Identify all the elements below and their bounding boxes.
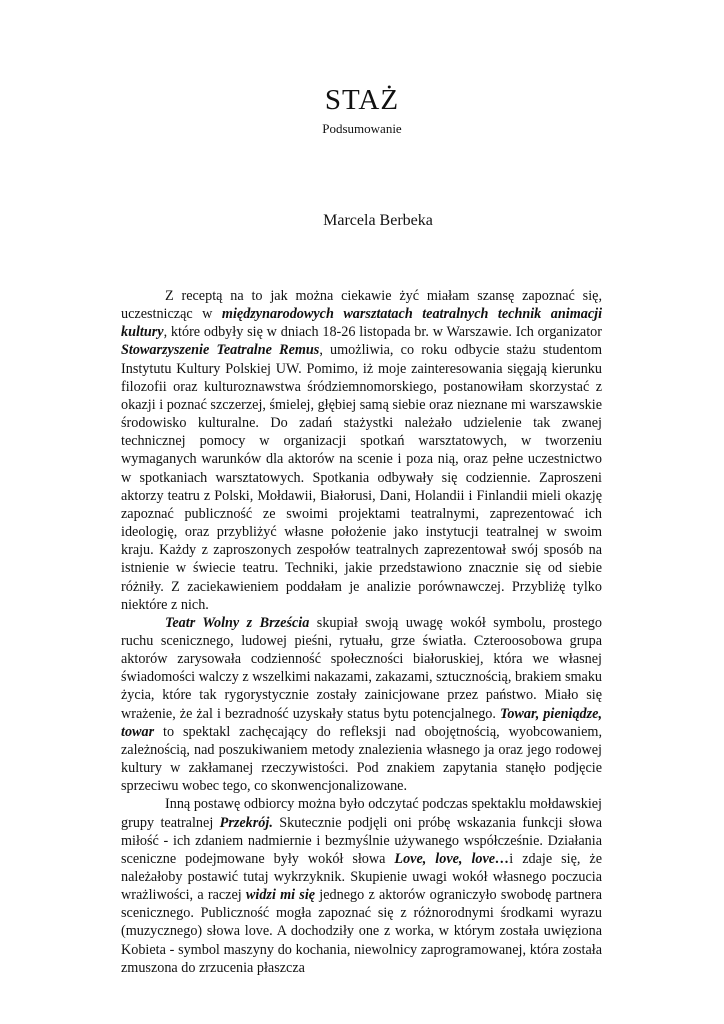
text-run: i zdaje się, że należałoby postawić tutaj wykrzyknik. Skupienie uwagi wokół własnego poczucia wrażliwości, a raczej [121,850,602,904]
text-run: , które odbyły się w dniach 18-26 listopada br. w Warszawie. Ich organizator [163,324,602,341]
emphasis-towar: Towar, pieniądze, towar [121,705,603,740]
emphasis-teatr-wolny: Teatr Wolny z Brześcia [165,614,310,631]
emphasis-widzi-mi-sie: widzi mi się [245,887,316,904]
document-body [121,287,602,977]
emphasis-love: Love, love, love… [394,850,510,867]
emphasis-workshops: międzynarodowych warsztatach teatralnych technik animacji kultury [121,306,603,341]
author-name: Marcela Berbeka [323,212,433,229]
text-run: to spektakl zachęcający do refleksji nad obojętnością, wyobcowaniem, zależnością, nad poszukiwaniem metody znalezienia własnego ja oraz jego rodowej kultury w zakłamanej rzeczywistości. Pod znakiem zapytania stanęło podjęcie sprzeciwu wobec tego, co skonwencjonalizowane. [121,723,602,795]
emphasis-przekroj: Przekrój. [219,814,273,831]
text-run: Z receptą na to jak można ciekawie żyć miałam szansę zapoznać się, uczestnicząc w [121,288,602,323]
paragraph-3 [121,795,602,977]
page-title: STAŻ [324,84,400,116]
emphasis-organizer: Stowarzyszenie Teatralne Remus [121,342,320,359]
text-run: jednego z aktorów ograniczyło swobodę partnera scenicznego. Publiczność mogła zapoznać się z różnorodnymi środkami wyrazu (muzycznego) słowa love. A dochodziły one z worka, w którym została uwięziona Kobieta - symbol maszyny do kochania, niewolnicy zaprogramowanej, która została zmuszona do zrzucenia płaszcza [121,887,602,976]
paragraph-1 [121,287,602,614]
text-run: Inną postawę odbiorcy można było odczytać podczas spektaklu mołdawskiej grupy teatralnej [121,796,602,831]
page-subtitle: Podsumowanie [322,121,402,136]
text-run: skupiał swoją uwagę wokół symbolu, prostego ruchu scenicznego, ludowej pieśni, rytuału, grze światła. Czteroosobowa grupa aktorów zarysowała codzienność społeczności białoruskiej, która we własnej świadomości walczy z wszelkimi nakazami, zakazami, sztucznością, brakiem smaku życia, które tak rygorystycznie zostały zainicjowane przez państwo. Miało się wrażenie, że żal i bezradność uzyskały status bytu potencjalnego. [121,614,603,722]
text-run: Skutecznie podjęli oni próbę wskazania funkcji słowa miłość - ich zdaniem nadmiernie i bezmyślnie używanego współcześnie. Działania sceniczne podejmowane były wokół słowa [121,814,603,867]
paragraph-2 [121,614,602,796]
text-run: , umożliwia, co roku odbycie stażu studentom Instytutu Kultury Polskiej UW. Pomimo, iż moje zainteresowania sięgają kierunku filozofii oraz kulturoznawstwa śródziemnomorskiego, postanowiłam skorzystać z okazji i poznać szczerzej, śmielej, głębiej samą siebie oraz nieznane mi warszawskie środowisko kulturalne. Do zadań stażystki należało udzielenie tak zwanej technicznej pomocy w organizacji spotkań warsztatowych, w tworzeniu wymaganych warunków dla aktorów na scenie i poza nią, oraz pełne uczestnictwo w spotkaniach warsztatowych. Spotkania odbywały się codziennie. Zaproszeni aktorzy teatru z Polski, Mołdawii, Białorusi, Dani, Holandii i Finlandii mieli okazję zapoznać publiczność ze swoimi projektami teatralnymi, zaprezentować ich ideologię, oraz przybliżyć własne położenie jako instytucji teatralnej w swoim kraju. Każdy z zaproszonych zespołów teatralnych zaprezentował swój sposób na istnienie w świecie teatru. Techniki, jakie przedstawiono znacznie się od siebie różniły. Z zaciekawieniem poddałam je analizie porównawczej. Przybliżę tylko niektóre z nich. [121,342,602,613]
